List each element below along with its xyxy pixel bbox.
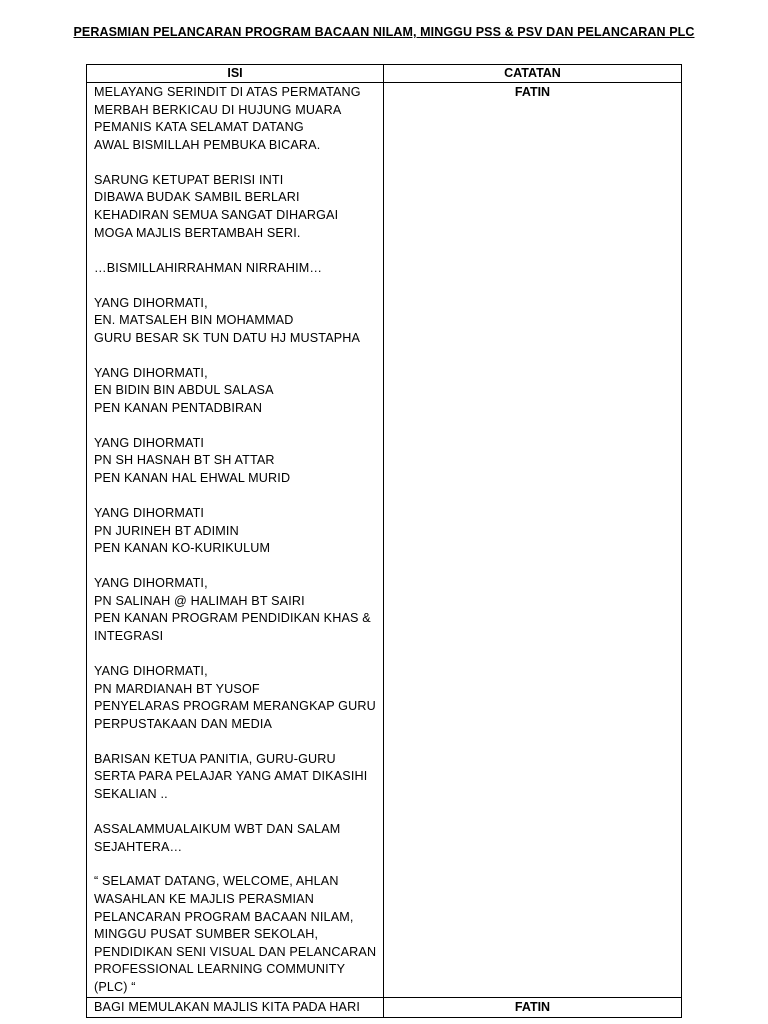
catatan-cell: FATIN (384, 997, 682, 1017)
table-header-row (87, 65, 682, 83)
isi-cell (87, 83, 384, 998)
isi-content (94, 84, 379, 997)
isi-line: …BISMILLAHIRRAHMAN NIRRAHIM… (94, 260, 323, 275)
isi-line: KEHADIRAN SEMUA SANGAT DIHARGAI (94, 207, 339, 222)
isi-paragraph (94, 172, 379, 242)
isi-line: MERBAH BERKICAU DI HUJUNG MUARA (94, 102, 342, 117)
isi-line: BARISAN KETUA PANITIA, GURU-GURU (94, 751, 336, 766)
catatan-cell: FATIN (384, 83, 682, 998)
isi-line: PN SH HASNAH BT SH ATTAR (94, 453, 275, 468)
table-row (87, 997, 682, 1017)
isi-line: PEN KANAN KO-KURIKULUM (94, 541, 271, 556)
isi-line: YANG DIHORMATI, (94, 663, 208, 678)
isi-line: PROFESSIONAL LEARNING COMMUNITY (94, 962, 346, 977)
isi-paragraph (94, 821, 379, 856)
isi-paragraph (94, 365, 379, 418)
isi-line: PENDIDIKAN SENI VISUAL DAN PELANCARAN (94, 944, 377, 959)
isi-line: BAGI MEMULAKAN MAJLIS KITA PADA HARI (94, 999, 360, 1014)
isi-cell (87, 997, 384, 1017)
isi-line: MELAYANG SERINDIT DI ATAS PERMATANG (94, 85, 361, 99)
isi-line: EN. MATSALEH BIN MOHAMMAD (94, 313, 294, 328)
isi-line: SERTA PARA PELAJAR YANG AMAT DIKASIHI (94, 769, 368, 784)
isi-line: YANG DIHORMATI, (94, 295, 208, 310)
isi-line: SEKALIAN .. (94, 786, 168, 801)
isi-paragraph (94, 575, 379, 645)
isi-line: GURU BESAR SK TUN DATU HJ MUSTAPHA (94, 330, 361, 345)
script-table (86, 64, 682, 1018)
isi-line: YANG DIHORMATI (94, 435, 205, 450)
isi-paragraph (94, 663, 379, 733)
isi-content (94, 999, 379, 1017)
isi-line: (PLC) “ (94, 980, 136, 995)
isi-line: YANG DIHORMATI (94, 506, 205, 521)
isi-line: INTEGRASI (94, 628, 164, 643)
isi-line: PN MARDIANAH BT YUSOF (94, 681, 260, 696)
isi-paragraph (94, 84, 379, 154)
isi-line: YANG DIHORMATI, (94, 576, 208, 591)
isi-paragraph (94, 999, 379, 1017)
table-row (87, 83, 682, 998)
header-catatan: CATATAN (384, 65, 682, 83)
isi-line: MOGA MAJLIS BERTAMBAH SERI. (94, 225, 301, 240)
isi-paragraph (94, 295, 379, 348)
isi-line: “ SELAMAT DATANG, WELCOME, AHLAN (94, 874, 339, 889)
isi-line: PEN KANAN PENTADBIRAN (94, 400, 263, 415)
isi-line: YANG DIHORMATI, (94, 365, 208, 380)
isi-line: WASAHLAN KE MAJLIS PERASMIAN (94, 892, 314, 907)
isi-line: PN JURINEH BT ADIMIN (94, 523, 239, 538)
isi-line: PEMANIS KATA SELAMAT DATANG (94, 120, 304, 135)
isi-line: AWAL BISMILLAH PEMBUKA BICARA. (94, 137, 321, 152)
isi-line: PELANCARAN PROGRAM BACAAN NILAM, (94, 909, 354, 924)
isi-paragraph (94, 260, 379, 278)
isi-line: SARUNG KETUPAT BERISI INTI (94, 172, 284, 187)
isi-paragraph (94, 751, 379, 804)
isi-line: PEN KANAN PROGRAM PENDIDIKAN KHAS & (94, 611, 371, 626)
isi-line: PEN KANAN HAL EHWAL MURID (94, 471, 291, 486)
isi-line: DIBAWA BUDAK SAMBIL BERLARI (94, 190, 300, 205)
isi-paragraph (94, 435, 379, 488)
isi-line: SEJAHTERA… (94, 839, 183, 854)
isi-line: PERPUSTAKAAN DAN MEDIA (94, 716, 273, 731)
isi-line: EN BIDIN BIN ABDUL SALASA (94, 383, 274, 398)
isi-paragraph (94, 873, 379, 996)
isi-line: ASSALAMMUALAIKUM WBT DAN SALAM (94, 821, 341, 836)
isi-line: MINGGU PUSAT SUMBER SEKOLAH, (94, 927, 319, 942)
isi-line: PN SALINAH @ HALIMAH BT SAIRI (94, 593, 305, 608)
document-title: PERASMIAN PELANCARAN PROGRAM BACAAN NILAM, MINGGU PSS & PSV DAN PELANCARAN PLC (73, 25, 695, 39)
header-isi: ISI (87, 65, 384, 83)
isi-paragraph (94, 505, 379, 558)
isi-line: PENYELARAS PROGRAM MERANGKAP GURU (94, 699, 376, 714)
